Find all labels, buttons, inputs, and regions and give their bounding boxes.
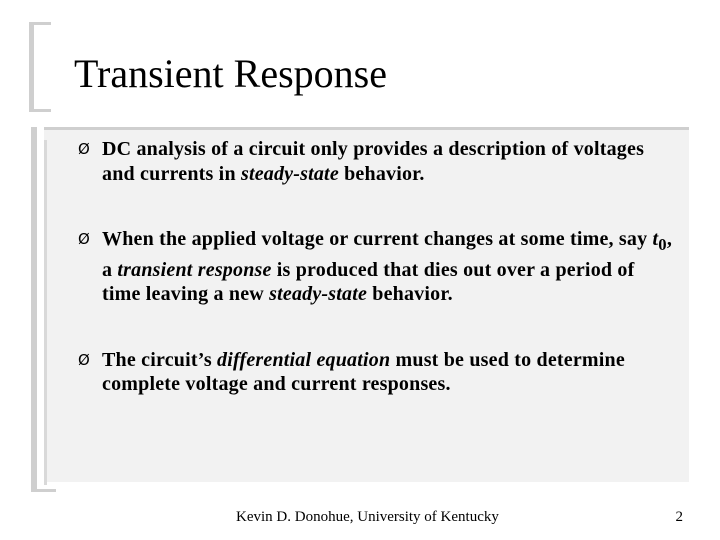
footer-credit: Kevin D. Donohue, University of Kentucky bbox=[236, 509, 499, 525]
slide-footer bbox=[0, 507, 720, 527]
bullet-emphasis: steady-state bbox=[240, 162, 339, 185]
bullet-list bbox=[78, 137, 678, 397]
arrow-bullet-icon: Ø bbox=[78, 140, 91, 158]
bullet-text: is produced that dies out over a period of time leaving a new bbox=[102, 258, 635, 305]
bullet-emphasis: differential equation bbox=[217, 348, 391, 371]
bullet-emphasis: transient response bbox=[117, 258, 272, 281]
bullet-text: must be used to determine complete voltage and current responses. bbox=[102, 348, 625, 395]
page-number: 2 bbox=[675, 509, 683, 525]
arrow-bullet-icon: Ø bbox=[78, 350, 91, 369]
bullet-text: behavior. bbox=[367, 283, 453, 305]
bullet-text: The circuit’s bbox=[102, 348, 218, 371]
bullet-item-transient bbox=[78, 227, 678, 307]
bullet-text: , a bbox=[102, 228, 673, 281]
bullet-emphasis: t bbox=[652, 228, 659, 250]
bullet-emphasis: steady-state bbox=[269, 283, 368, 305]
bullet-text: behavior. bbox=[338, 162, 425, 185]
bullet-text: When the applied voltage or current changes at some time, say bbox=[102, 228, 653, 250]
title-decorative-bracket bbox=[29, 22, 51, 112]
slide-title: Transient Response bbox=[74, 51, 387, 96]
bullet-item-dc-analysis bbox=[78, 137, 678, 186]
bullet-text: DC analysis of a circuit only provides a description of voltages and currents in bbox=[102, 138, 645, 185]
arrow-bullet-icon: Ø bbox=[78, 230, 91, 248]
content-decorative-bracket-inner bbox=[44, 140, 56, 485]
bullet-item-differential bbox=[78, 348, 678, 397]
bullet-subscript: 0 bbox=[658, 235, 667, 254]
